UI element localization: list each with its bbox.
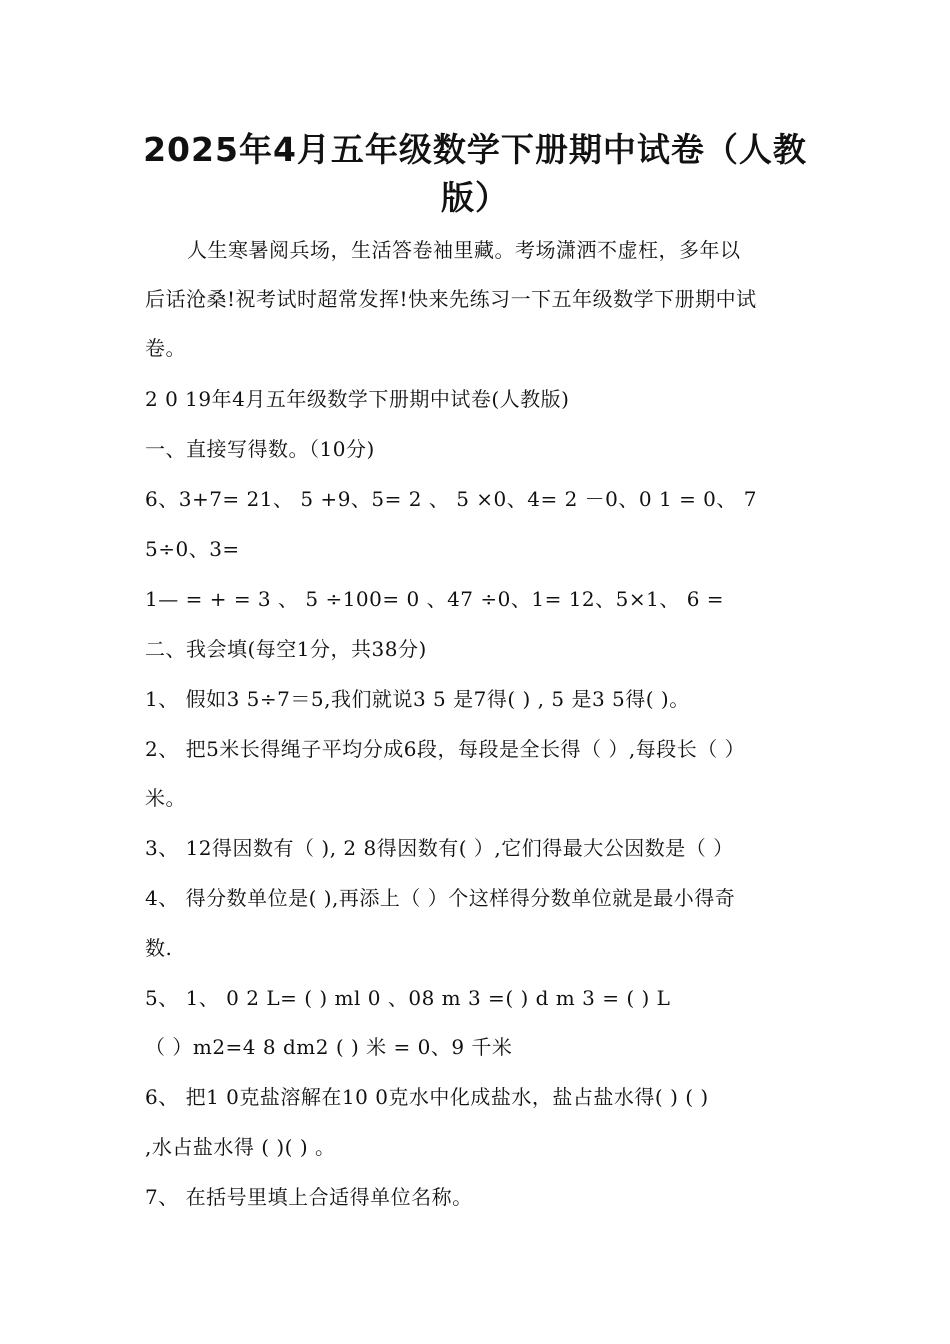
section2-heading: 二、我会填(每空1分，共38分) bbox=[145, 637, 427, 661]
section2-line-8: （ ）m2=4 8 dm2 ( ) 米 = 0、9 千米 bbox=[145, 1035, 513, 1059]
intro-line-2: 后话沧桑!祝考试时超常发挥!快来先练习一下五年级数学下册期中试 bbox=[145, 287, 757, 311]
intro-line-3: 卷。 bbox=[145, 336, 186, 360]
intro-line-1: 人生寒暑阅兵场，生活答卷袖里藏。考场潇洒不虚枉，多年以 bbox=[187, 238, 741, 262]
document-title-line1: 2025年4月五年级数学下册期中试卷（人教 bbox=[143, 130, 807, 169]
section2-line-1: 1、 假如3 5÷7＝5,我们就说3 5 是7得( ) , 5 是3 5得( )。 bbox=[145, 687, 690, 711]
section1-heading: 一、直接写得数。（10分) bbox=[145, 437, 375, 461]
document-title-line2: 版） bbox=[441, 178, 509, 217]
section2-line-5: 4、 得分数单位是( ),再添上（ ）个这样得分数单位就是最小得奇 bbox=[145, 886, 736, 910]
section2-line-6: 数. bbox=[145, 936, 173, 960]
section1-line-1: 6、3+7= 21、 5 +9、5= 2 、 5 ×0、4= 2 －0、0 1 = 0、 7 bbox=[145, 487, 757, 511]
section2-line-4: 3、 12得因数有（ ), 2 8得因数有( ）,它们得最大公因数是（ ） bbox=[145, 836, 734, 860]
section1-line-2: 5÷0、3= bbox=[145, 537, 240, 561]
section1-line-3: 1— = + = 3 、 5 ÷100= 0 、47 ÷0、1= 12、5×1、 6 = bbox=[145, 587, 725, 611]
section2-line-2: 2、 把5米长得绳子平均分成6段，每段是全长得（ ）,每段长（ ） bbox=[145, 737, 746, 761]
section2-line-9: 6、 把1 0克盐溶解在10 0克水中化成盐水，盐占盐水得( ) ( ) bbox=[145, 1085, 709, 1109]
section2-line-11: 7、 在括号里填上合适得单位名称。 bbox=[145, 1185, 473, 1209]
section2-line-10: ,水占盐水得 ( )( ) 。 bbox=[145, 1135, 336, 1159]
section2-line-3: 米。 bbox=[145, 786, 186, 810]
section2-line-7: 5、 1、 0 2 L= ( ) ml 0 、08 m 3 =( ) d m 3 = ( ) L bbox=[145, 986, 671, 1010]
exam-subtitle: 2 0 19年4月五年级数学下册期中试卷(人教版) bbox=[145, 387, 570, 411]
